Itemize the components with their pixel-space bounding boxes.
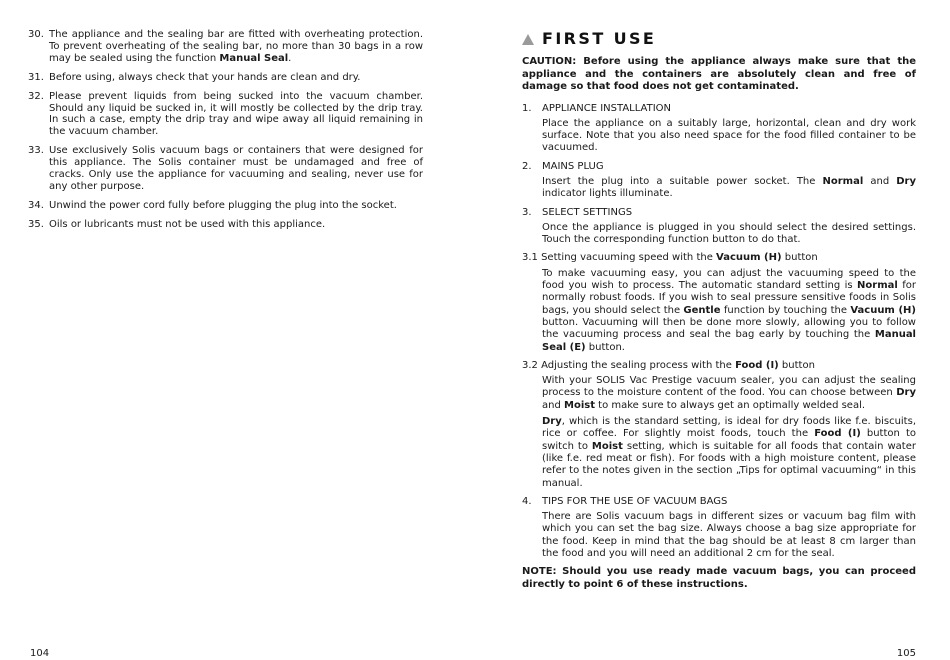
subsection-title-vacuum-speed (522, 252, 916, 264)
text: button (781, 252, 818, 264)
section-number: 1. (522, 102, 532, 114)
section-body (522, 416, 916, 490)
bold-text: Vacuum (H) (716, 252, 782, 264)
section-title-select-settings (522, 207, 916, 219)
triangle-icon (522, 34, 534, 45)
section-body: Place the appliance on a suitably large, horizontal, clean and dry work surface. Note that you also need space for the food filled container to be vacuumed. (542, 117, 916, 154)
bold-text: Dry (896, 387, 916, 399)
section-body: Once the appliance is plugged in you should select the desired settings. Touch the corresponding function button to do that. (542, 221, 916, 246)
right-page-first-use (522, 28, 916, 591)
section-title-text: TIPS FOR THE USE OF VACUUM BAGS (542, 495, 728, 507)
bold-text: Normal (857, 280, 898, 292)
list-item (28, 72, 423, 84)
left-page-safety-list (28, 29, 423, 238)
section-body: There are Solis vacuum bags in different sizes or vacuum bag film with which you can set the bag size. Always choose a bag size appropriate for the food. Keep in mind that the bag should be at least 8 cm larger than the food and you will need an additional 2 cm for the seal. (542, 511, 916, 559)
text: button. Vacuuming will then be done more slowly, allowing you to follow the vacuuming process and seal the bag early by touching the (542, 316, 916, 341)
section-title-installation (522, 103, 916, 115)
text: for normally robust foods. If you wish to seal pressure sensitive foods in Solis bags, you should select the (542, 280, 916, 316)
text: button. (585, 341, 625, 353)
section-body (522, 176, 916, 201)
note-text: NOTE: Should you use ready made vacuum bags, you can proceed directly to point 6 of these instructions. (522, 566, 916, 590)
item-text-end: . (288, 52, 292, 64)
item-number: 35. (28, 218, 44, 230)
text: To make vacuuming easy, you can adjust the vacuuming speed to the food you wish to process. The automatic standard setting is (542, 267, 916, 292)
text: function by touching the (720, 304, 851, 316)
section-body (522, 375, 916, 412)
subsection-title-sealing-process (522, 360, 916, 372)
text: and (542, 399, 564, 411)
item-text: Before using, always check that your hands are clean and dry. (49, 71, 361, 83)
page-number-right: 105 (896, 648, 916, 659)
bold-text: Dry (542, 416, 562, 428)
bold-text: Normal (822, 175, 864, 187)
item-number: 33. (28, 145, 44, 157)
bold-text: Gentle (683, 304, 721, 316)
text: button (778, 359, 815, 371)
section-title-mains-plug (522, 161, 916, 173)
section-title-vacuum-bags (522, 496, 916, 508)
section-heading (522, 28, 916, 50)
bold-text: Vacuum (H) (850, 304, 916, 316)
item-text: Please prevent liquids from being sucked into the vacuum chamber. Should any liquid be sucked in, it will mostly be collected by the drip tray. In such a case, empty the drip tray and wipe away all liquid remaining in the vacuum chamber. (49, 90, 423, 138)
list-item (28, 200, 423, 212)
bold-text: Dry (896, 175, 917, 187)
bold-text: Food (I) (735, 359, 779, 371)
item-number: 32. (28, 90, 44, 102)
text: setting, which is suitable for all foods that contain water (like f.e. red meat or fish). For foods with a high moisture content, please refer to the notes given in the section „Tips for optimal vacuuming“ in this manual. (542, 440, 916, 489)
text: to make sure to always get an optimally welded seal. (594, 399, 866, 411)
text: , which is the standard setting, is ideal for dry foods like f.e. biscuits, rice or coffee. For slightly moist foods, touch the (542, 416, 916, 440)
item-text: The appliance and the sealing bar are fitted with overheating protection. To prevent overheating of the sealing bar, no more than 30 bags in a row may be sealed using the function (49, 29, 423, 64)
text: 3.2 Adjusting the sealing process with the (522, 359, 736, 371)
item-number: 34. (28, 199, 44, 211)
item-number: 31. (28, 71, 44, 83)
item-bold-text: Manual Seal (219, 52, 289, 64)
section-title-text: APPLIANCE INSTALLATION (542, 102, 672, 114)
section-title-text: SELECT SETTINGS (542, 206, 633, 218)
item-text: Unwind the power cord fully before plugging the plug into the socket. (49, 199, 397, 211)
item-text: Oils or lubricants must not be used with this appliance. (49, 218, 326, 230)
list-item (28, 29, 423, 65)
section-number: 3. (522, 206, 532, 218)
list-item (28, 145, 423, 193)
text: 3.1 Setting vacuuming speed with the (522, 252, 717, 264)
section-number: 2. (522, 160, 532, 172)
heading-title: FIRST USE (542, 28, 657, 48)
bold-text: Food (I) (814, 428, 861, 440)
bold-text: Moist (564, 399, 595, 411)
text: and (863, 175, 897, 187)
text: Insert the plug into a suitable power socket. The (542, 175, 823, 187)
text: With your SOLIS Vac Prestige vacuum sealer, you can adjust the sealing process to the moisture content of the food. You can choose between (542, 375, 916, 399)
text: indicator lights illuminate. (542, 188, 673, 200)
list-item (28, 91, 423, 139)
list-item (28, 219, 423, 231)
page-number-left: 104 (30, 648, 50, 659)
section-body (522, 268, 916, 354)
caution-text: CAUTION: Before using the appliance always make sure that the appliance and the containers are absolutely clean and free of damage so that food does not get contaminated. (522, 56, 916, 92)
section-number: 4. (522, 495, 532, 507)
text: button to switch to (542, 428, 916, 452)
bold-text: Manual Seal (E) (542, 329, 916, 353)
item-number: 30. (28, 29, 44, 40)
item-text: Use exclusively Solis vacuum bags or containers that were designed for this appliance. The Solis container must be undamaged and free of cracks. Only use the appliance for vacuuming and sealing, never use for any other purpose. (49, 145, 423, 192)
section-title-text: MAINS PLUG (542, 160, 604, 172)
bold-text: Moist (591, 440, 623, 452)
